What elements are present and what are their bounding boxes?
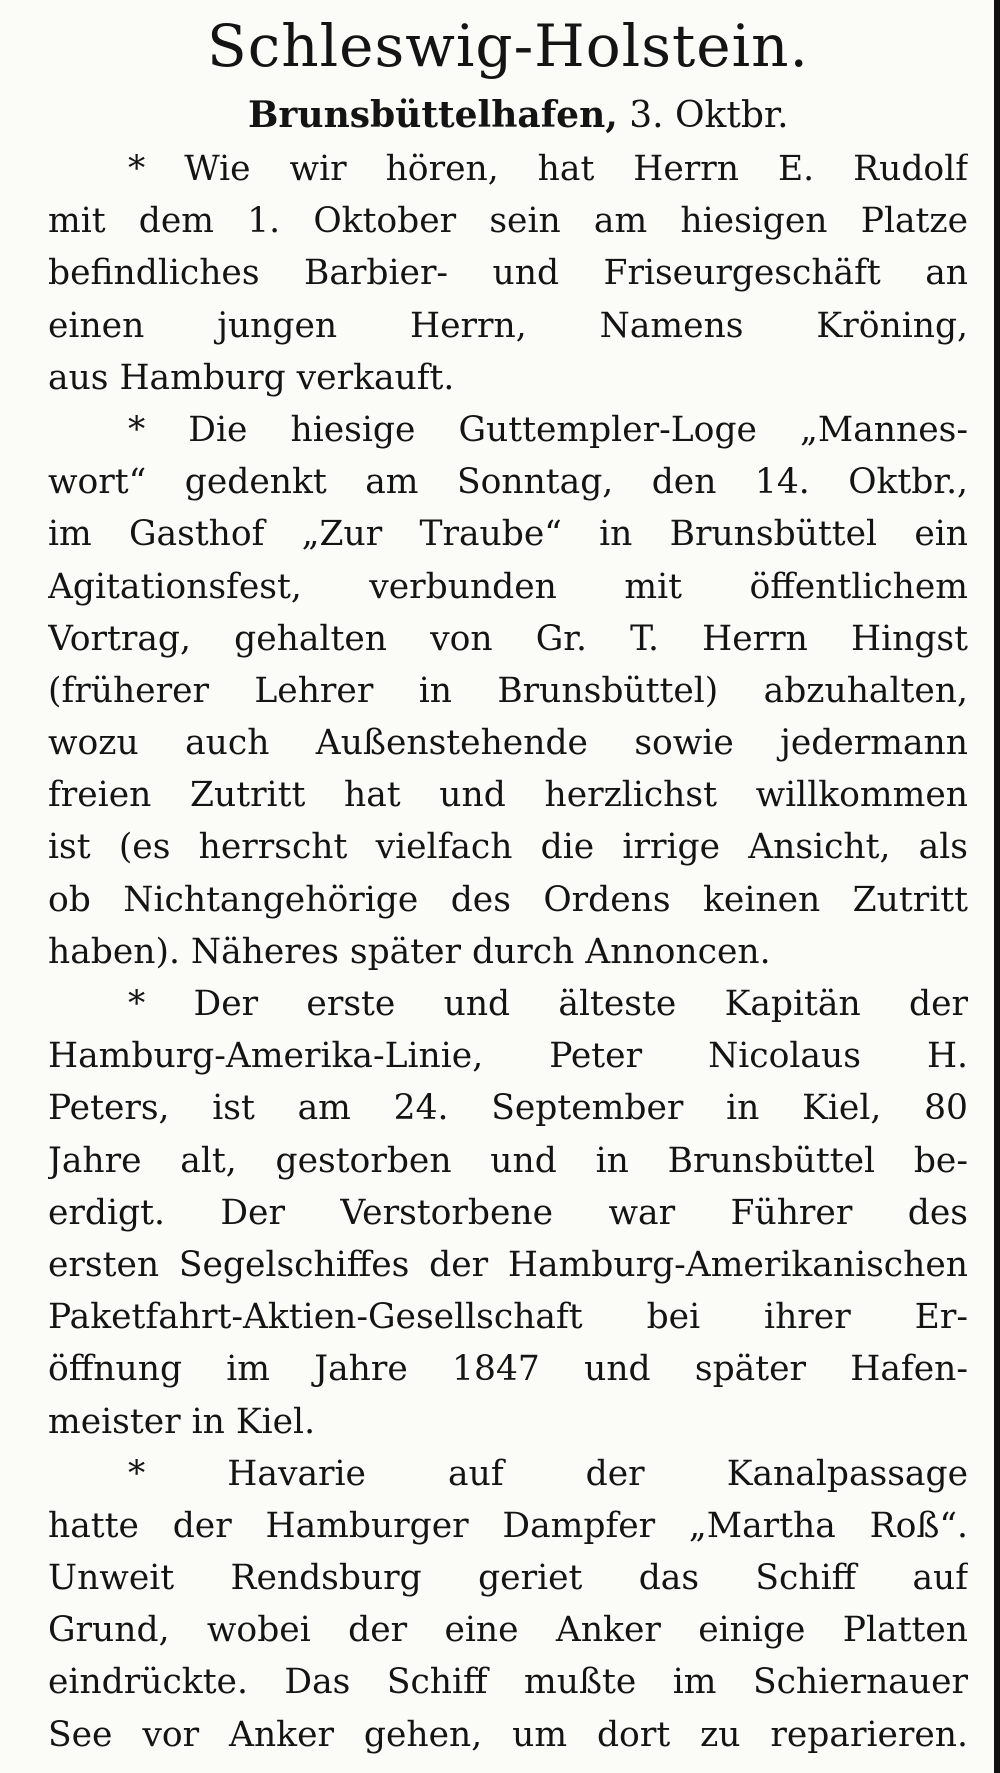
text-line: Agitationsfest, verbunden mit öffentlichem xyxy=(48,566,968,607)
text-line: Unweit Rendsburg geriet das Schiff auf xyxy=(48,1558,968,1599)
text-line: (früherer Lehrer in Brunsbüttel) abzuhalten, xyxy=(48,670,968,711)
text-line: * Havarie auf der Kanalpassage xyxy=(128,1453,968,1494)
text-line: Grund, wobei der eine Anker einige Platten xyxy=(48,1610,968,1651)
text-line: meister in Kiel. xyxy=(48,1401,316,1442)
dateline xyxy=(48,88,968,143)
text-line: öffnung im Jahre 1847 und später Hafen- xyxy=(48,1349,968,1390)
news-item-guttempler-loge xyxy=(48,404,968,978)
dateline-date: 3. Oktbr. xyxy=(629,95,789,136)
text-line: Paketfahrt-Aktien-Gesellschaft bei ihrer Er- xyxy=(48,1297,968,1338)
text-line: aus Hamburg verkauft. xyxy=(48,357,455,398)
news-item-captain-peters xyxy=(48,978,968,1448)
text-line: Peters, ist am 24. September in Kiel, 80 xyxy=(48,1088,968,1129)
text-line: Hamburg-Amerika-Linie, Peter Nicolaus H. xyxy=(48,1036,968,1077)
text-line: mit dem 1. Oktober sein am hiesigen Platze xyxy=(48,201,968,242)
text-line: einen jungen Herrn, Namens Kröning, xyxy=(48,305,968,346)
text-line: erdigt. Der Verstorbene war Führer des xyxy=(48,1192,968,1233)
text-line: hatte der Hamburger Dampfer „Martha Roß“. xyxy=(48,1505,968,1546)
text-line: ersten Segelschiffes der Hamburg-Amerikanischen xyxy=(48,1244,968,1285)
text-line: wort“ gedenkt am Sonntag, den 14. Oktbr., xyxy=(48,462,968,503)
text-line: * Die hiesige Guttempler-Loge „Mannes- xyxy=(128,409,968,450)
article-column xyxy=(48,0,968,1761)
text-line: ob Nichtangehörige des Ordens keinen Zutritt xyxy=(48,879,968,920)
text-line: Vortrag, gehalten von Gr. T. Herrn Hingst xyxy=(48,618,968,659)
scan-edge xyxy=(994,0,1000,1773)
news-item-barber-shop xyxy=(48,143,968,404)
text-line: ist (es herrscht vielfach die irrige Ansicht, als xyxy=(48,827,968,868)
text-line: befindliches Barbier- und Friseurgeschäft an xyxy=(48,253,968,294)
text-line: eindrückte. Das Schiff mußte im Schiernauer xyxy=(48,1662,968,1703)
text-line: im Gasthof „Zur Traube“ in Brunsbüttel ein xyxy=(48,514,968,555)
text-line: wozu auch Außenstehende sowie jedermann xyxy=(48,723,968,764)
dateline-place: Brunsbüttelhafen, xyxy=(248,94,618,136)
news-item-havarie xyxy=(48,1448,968,1761)
text-line: haben). Näheres später durch Annoncen. xyxy=(48,931,771,972)
text-line: See vor Anker gehen, um dort zu reparieren. xyxy=(48,1714,968,1755)
section-headline: Schleswig-Holstein. xyxy=(207,12,809,80)
text-line: freien Zutritt hat und herzlichst willkommen xyxy=(48,775,968,816)
text-line: * Der erste und älteste Kapitän der xyxy=(128,984,968,1024)
text-line: * Wie wir hören, hat Herrn E. Rudolf xyxy=(128,149,968,189)
text-line: Jahre alt, gestorben und in Brunsbüttel be- xyxy=(48,1140,968,1181)
